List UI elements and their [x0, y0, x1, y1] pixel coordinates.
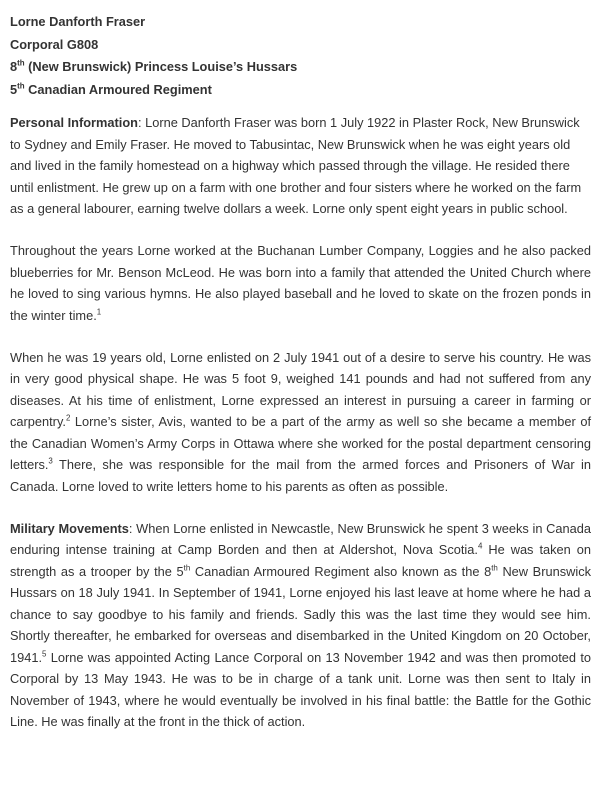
paragraph-personal-information — [10, 112, 591, 220]
text-run: Throughout the years Lorne worked at the Buchanan Lumber Company, Loggies and he also packed blueberries for Mr. Benson McLeod. He was born into a family that attended the United Church where he loved to sing various hymns. He also played baseball and he loved to skate on the frozen ponds in the winter time. — [10, 243, 591, 323]
text-run: 5 — [10, 81, 18, 97]
text-run: Canadian Armoured Regiment also known as the 8 — [190, 563, 492, 579]
text-run: Lorne Danforth Fraser — [10, 14, 146, 29]
header-line-rank-service-number — [10, 34, 591, 57]
text-run: New Brunswick Hussars on 18 July 1941. In September of 1941, Lorne enjoyed his last leave at home where he had a chance to say goodbye to his family and friends. Sadly this was the last time they would see him. Shortly thereafter, he embarked for overseas and disembarked in the United Kingdom on 20 October, 1941. — [10, 563, 591, 665]
paragraph-military-movements — [10, 518, 591, 733]
text-run: Lorne’s sister, Avis, wanted to be a part of the army as well so she became a member of the Canadian Women’s Army Corps in Ottawa where she worked for the postal department censoring letters. — [10, 414, 591, 472]
text-run: : Lorne Danforth Fraser was born 1 July 1922 in Plaster Rock, New Brunswick to Sydney and Emily Fraser. He moved to Tabusintac, New Brunswick when he was eight years old and lived in the family homestead on a highway which passed through the village. He resided there until enlistment. He grew up on a farm with one brother and four sisters where he worked on the farm as a general labourer, earning twelve dollars a week. Lorne only spent eight years in public school. — [10, 115, 582, 216]
superscript: 4 — [477, 541, 483, 551]
superscript: 1 — [96, 307, 102, 317]
paragraph-work-and-hobbies — [10, 240, 591, 326]
text-run: (New Brunswick) Princess Louise’s Hussars — [24, 59, 298, 74]
superscript: 5 — [42, 649, 47, 659]
superscript: th — [491, 563, 498, 573]
bold-label: Personal Information — [10, 115, 138, 130]
superscript: 2 — [65, 413, 71, 423]
text-run: When he was 19 years old, Lorne enlisted on 2 July 1941 out of a desire to serve his country. He was in very good physical shape. He was 5 foot 9, weighed 141 pounds and had not suffered from any diseases. At his time of enlistment, Lorne expressed an interest in pursuing a career in farming or carpentry. — [10, 349, 591, 429]
document-header — [10, 11, 591, 101]
superscript: 3 — [48, 456, 53, 466]
header-line-name — [10, 11, 591, 34]
text-run: Corporal G808 — [10, 36, 99, 52]
header-line-regiment-hussars — [10, 56, 591, 79]
bold-label: Military Movements — [10, 520, 129, 536]
header-line-regiment-armoured — [10, 79, 591, 102]
text-run: Canadian Armoured Regiment — [24, 81, 212, 97]
paragraph-enlistment — [10, 347, 591, 498]
text-run: There, she was responsible for the mail from the armed forces and Prisoners of War in Canada. Lorne loved to write letters home to his parents as often as possible. — [10, 457, 591, 494]
text-run: 8 — [10, 59, 18, 74]
superscript: th — [183, 563, 191, 573]
superscript: th — [17, 81, 25, 91]
text-run: : When Lorne enlisted in Newcastle, New Brunswick he spent 3 weeks in Canada enduring intense training at Camp Borden and then at Aldershot, Nova Scotia. — [10, 520, 591, 557]
text-run: Lorne was appointed Acting Lance Corporal on 13 November 1942 and was then promoted to Corporal by 13 May 1943. He was to be in charge of a tank unit. Lorne was then sent to Italy in November of 1943, where he would eventually be involved in his final battle: the Battle for the Gothic Line. He was finally at the front in the thick of action. — [10, 649, 591, 729]
superscript: th — [17, 58, 25, 68]
text-run: He was taken on strength as a trooper by the 5 — [10, 542, 591, 579]
